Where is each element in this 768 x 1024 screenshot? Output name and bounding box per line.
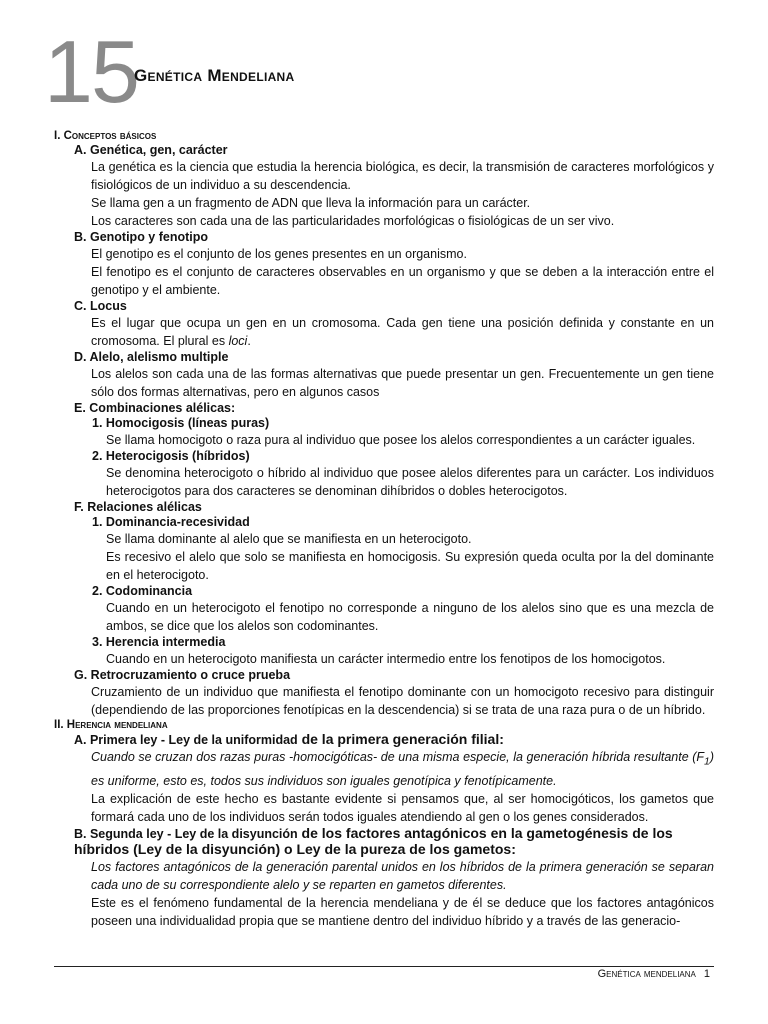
footer-divider	[54, 966, 714, 967]
subsection-e-heading: E. Combinaciones alélicas:	[74, 401, 236, 415]
item-heading: 2. Codominancia	[92, 584, 193, 598]
item-heading: 1. Dominancia-recesividad	[92, 515, 250, 529]
paragraph: La explicación de este hecho es bastante evidente si pensamos que, al ser homocigóticos, los gametos que formará cada uno de los individuos serán todos iguales atendiendo al gen o los genes considerados.	[91, 791, 714, 824]
paragraph: El genotipo es el conjunto de los genes presentes en un organismo.	[91, 247, 467, 261]
heading-part: de la primera generación filial:	[297, 731, 504, 747]
paragraph: Cuando en un heterocigoto el fenotipo no corresponde a ninguno de los alelos sino que es una mezcla de ambos, se dice que los alelos son codominantes.	[106, 601, 714, 633]
document-body	[54, 130, 714, 930]
paragraph: Los alelos son cada una de las formas alternativas que puede presentar un gen. Frecuentemente un gen tiene sólo dos formas alternativas, pero en algunos casos	[91, 367, 714, 399]
section-2-heading: II. Herencia mendeliana	[54, 719, 168, 731]
paragraph	[91, 748, 714, 790]
subscript: 1	[704, 756, 710, 768]
chapter-title: Genética Mendeliana	[134, 66, 295, 85]
paragraph: Cuando en un heterocigoto manifiesta un carácter intermedio entre los fenotipos de los homocigotos.	[106, 652, 666, 666]
subsection-a-heading: A. Genética, gen, carácter	[74, 143, 228, 157]
subsection-b-heading: B. Genotipo y fenotipo	[74, 230, 209, 244]
page-number: 1	[703, 968, 710, 980]
paragraph	[91, 314, 714, 350]
heading-part: A. Primera ley - Ley de la uniformidad	[74, 733, 298, 747]
paragraph: Se denomina heterocigoto o híbrido al individuo que posee alelos diferentes para un carácter. Los individuos heterocigotos para dos caracteres se denominan dihíbridos o dobles heterocigotos.	[106, 466, 714, 498]
item-heading: 2. Heterocigosis (híbridos)	[92, 449, 250, 463]
paragraph: Se llama dominante al alelo que se manifiesta en un heterocigoto.	[106, 532, 472, 546]
text: .	[247, 334, 251, 348]
paragraph: Los factores antagónicos de la generación parental unidos en los híbridos de la primera generación se separan cada uno de su correspondiente alelo y se reparten en gametos diferentes.	[91, 859, 714, 892]
chapter-number: 15	[44, 22, 138, 121]
italic-term: loci	[228, 334, 248, 348]
paragraph: Es recesivo el alelo que solo se manifiesta en homocigosis. Su expresión queda oculta por la del dominante en el heterocigoto.	[106, 550, 714, 582]
paragraph: Se llama gen a un fragmento de ADN que lleva la información para un carácter.	[91, 196, 531, 210]
paragraph: Este es el fenómeno fundamental de la herencia mendeliana y de él se deduce que los factores antagónicos poseen una individualidad propia que se mantiene dentro del individuo híbrido y a través de las generacio-	[91, 895, 714, 928]
subsection-g-heading: G. Retrocruzamiento o cruce prueba	[74, 668, 291, 682]
subsection-d-heading: D. Alelo, alelismo multiple	[74, 350, 229, 364]
item-heading: 3. Herencia intermedia	[92, 635, 226, 649]
text: Es el lugar que ocupa un gen en un cromosoma. Cada gen tiene una posición definida y constante en un cromosoma. El plural es	[91, 316, 714, 348]
running-title: Genética mendeliana	[597, 968, 696, 980]
subsection-f-heading: F. Relaciones alélicas	[74, 500, 202, 514]
paragraph: Los caracteres son cada una de las particularidades morfológicas o fisiológicas de un ser vivo.	[91, 214, 615, 228]
text: ) es uniforme, esto es, todos sus individuos son iguales genotípica y fenotípicamente.	[91, 750, 714, 788]
paragraph: Cruzamiento de un individuo que manifiesta el fenotipo dominante con un homocigoto recesivo para distinguir (dependiendo de las proporciones fenotípicas en la descendencia) si se trata de una raza pura o de un híbrido.	[91, 685, 714, 717]
paragraph: La genética es la ciencia que estudia la herencia biológica, es decir, la transmisión de caracteres morfológicos y fisiológicos de un individuo a su descendencia.	[91, 160, 714, 192]
subsection-b-heading	[74, 826, 714, 858]
section-1-heading: I. Conceptos básicos	[54, 130, 157, 142]
heading-part: B. Segunda ley - Ley de la disyunción	[74, 826, 298, 841]
paragraph: Se llama homocigoto o raza pura al individuo que posee los alelos correspondientes a un carácter iguales.	[106, 433, 696, 447]
paragraph: El fenotipo es el conjunto de caracteres observables en un organismo y que se deben a la interacción entre el genotipo y el ambiente.	[91, 265, 714, 297]
heading-part: de los factores antagónicos en la gametogénesis de los híbridos (Ley de la disyunción) o Ley de la pureza de los gametos:	[74, 824, 673, 857]
item-heading: 1. Homocigosis (líneas puras)	[92, 416, 270, 430]
text: Cuando se cruzan dos razas puras -homocigóticas- de una misma especie, la generación híbrida resultante (F	[91, 750, 705, 764]
subsection-c-heading: C. Locus	[74, 299, 127, 313]
subsection-a-heading	[74, 732, 714, 748]
page-footer	[590, 968, 710, 980]
